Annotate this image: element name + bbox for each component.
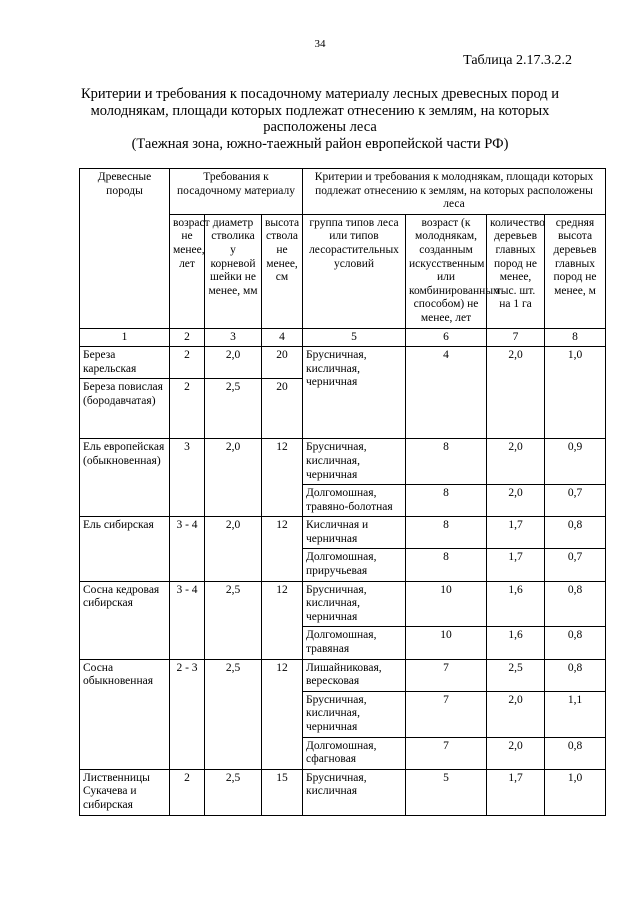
species-cell: Ель сибирская [80, 517, 170, 581]
forest-type-cell: Брусничная, кисличная, черничная [303, 581, 406, 627]
average-height-cell: 1,0 [545, 769, 606, 815]
average-height-cell: 1,0 [545, 347, 606, 439]
table-row [80, 659, 606, 691]
young-age-cell: 8 [406, 517, 487, 549]
forest-type-cell: Брусничная, кисличная, черничная [303, 439, 406, 485]
criteria-table [79, 168, 606, 816]
column-number: 2 [170, 328, 205, 347]
header-forest-type: группа типов леса или типов лесорастительных условий [303, 214, 406, 328]
age-cell: 2 [170, 379, 205, 439]
young-age-cell: 8 [406, 485, 487, 517]
forest-type-cell: Долгомошная, травяно-болотная [303, 485, 406, 517]
species-cell: Береза повислая (бородавчатая) [80, 379, 170, 439]
tree-count-cell: 1,6 [487, 627, 545, 659]
age-cell: 3 [170, 439, 205, 517]
tree-count-cell: 2,0 [487, 439, 545, 485]
species-cell: Сосна обыкновенная [80, 659, 170, 769]
forest-type-cell: Долгомошная, приручьевая [303, 549, 406, 581]
title-line-2: молоднякам, площади которых подлежат отнесению к землям, на которых [90, 102, 550, 119]
column-number: 6 [406, 328, 487, 347]
tree-count-cell: 2,0 [487, 347, 545, 439]
tree-count-cell: 2,0 [487, 737, 545, 769]
header-young-stand-criteria: Критерии и требования к молоднякам, площади которых подлежат отнесению к землям, на которых расположены леса [303, 169, 606, 215]
young-age-cell: 7 [406, 691, 487, 737]
diameter-cell: 2,0 [205, 517, 262, 581]
diameter-cell: 2,5 [205, 379, 262, 439]
forest-type-cell: Кисличная и черничная [303, 517, 406, 549]
height-cell: 12 [262, 517, 303, 581]
young-age-cell: 10 [406, 627, 487, 659]
tree-count-cell: 1,7 [487, 769, 545, 815]
species-cell: Береза карельская [80, 347, 170, 379]
height-cell: 12 [262, 581, 303, 659]
column-number: 5 [303, 328, 406, 347]
age-cell: 2 [170, 347, 205, 379]
diameter-cell: 2,0 [205, 439, 262, 517]
table-title [60, 86, 580, 152]
forest-type-cell: Долгомошная, травяная [303, 627, 406, 659]
young-age-cell: 8 [406, 439, 487, 485]
age-cell: 2 - 3 [170, 659, 205, 769]
header-young-age: возраст (к молоднякам, созданным искусственным или комбинированным способом) не менее, лет [406, 214, 487, 328]
diameter-cell: 2,5 [205, 659, 262, 769]
title-line-4: (Таежная зона, южно-таежный район европейской части РФ) [131, 135, 509, 152]
header-tree-count: количество деревьев главных пород не менее, тыс. шт. на 1 га [487, 214, 545, 328]
title-line-3: расположены леса [263, 119, 377, 135]
young-age-cell: 10 [406, 581, 487, 627]
column-number: 8 [545, 328, 606, 347]
column-number: 3 [205, 328, 262, 347]
young-age-cell: 7 [406, 737, 487, 769]
age-cell: 3 - 4 [170, 517, 205, 581]
tree-count-cell: 2,0 [487, 691, 545, 737]
average-height-cell: 0,9 [545, 439, 606, 485]
young-age-cell: 7 [406, 659, 487, 691]
age-cell: 2 [170, 769, 205, 815]
diameter-cell: 2,0 [205, 347, 262, 379]
species-cell: Сосна кедровая сибирская [80, 581, 170, 659]
height-cell: 20 [262, 347, 303, 379]
height-cell: 20 [262, 379, 303, 439]
forest-type-cell: Брусничная, кисличная, черничная [303, 691, 406, 737]
forest-type-cell: Брусничная, кисличная, черничная [303, 347, 406, 439]
header-species: Древесные породы [80, 169, 170, 329]
average-height-cell: 1,1 [545, 691, 606, 737]
header-average-height: средняя высота деревьев главных пород не менее, м [545, 214, 606, 328]
average-height-cell: 0,8 [545, 627, 606, 659]
table-row [80, 347, 606, 379]
diameter-cell: 2,5 [205, 769, 262, 815]
average-height-cell: 0,8 [545, 517, 606, 549]
young-age-cell: 8 [406, 549, 487, 581]
header-height: высота ствола не менее, см [262, 214, 303, 328]
table-row [80, 517, 606, 549]
column-number: 1 [80, 328, 170, 347]
species-cell: Ель европейская (обыкновенная) [80, 439, 170, 517]
tree-count-cell: 2,0 [487, 485, 545, 517]
average-height-cell: 0,7 [545, 549, 606, 581]
height-cell: 12 [262, 659, 303, 769]
species-cell: Лиственницы Сукачева и сибирская [80, 769, 170, 815]
average-height-cell: 0,8 [545, 581, 606, 627]
table-row [80, 439, 606, 485]
header-planting-requirements: Требования к посадочному материалу [170, 169, 303, 215]
tree-count-cell: 1,6 [487, 581, 545, 627]
height-cell: 15 [262, 769, 303, 815]
column-number: 7 [487, 328, 545, 347]
table-row [80, 581, 606, 627]
young-age-cell: 4 [406, 347, 487, 439]
tree-count-cell: 2,5 [487, 659, 545, 691]
table-label: Таблица 2.17.3.2.2 [463, 53, 572, 68]
height-cell: 12 [262, 439, 303, 517]
average-height-cell: 0,8 [545, 737, 606, 769]
forest-type-cell: Долгомошная, сфагновая [303, 737, 406, 769]
column-number: 4 [262, 328, 303, 347]
age-cell: 3 - 4 [170, 581, 205, 659]
header-age: возраст не менее, лет [170, 214, 205, 328]
forest-type-cell: Лишайниковая, вересковая [303, 659, 406, 691]
column-number-row [80, 328, 606, 347]
tree-count-cell: 1,7 [487, 549, 545, 581]
diameter-cell: 2,5 [205, 581, 262, 659]
average-height-cell: 0,8 [545, 659, 606, 691]
header-diameter: диаметр стволика у корневой шейки не менее, мм [205, 214, 262, 328]
forest-type-cell: Брусничная, кисличная [303, 769, 406, 815]
average-height-cell: 0,7 [545, 485, 606, 517]
table-row [80, 769, 606, 815]
page-number: 34 [314, 38, 326, 50]
title-line-1: Критерии и требования к посадочному материалу лесных древесных пород и [80, 86, 560, 102]
tree-count-cell: 1,7 [487, 517, 545, 549]
young-age-cell: 5 [406, 769, 487, 815]
